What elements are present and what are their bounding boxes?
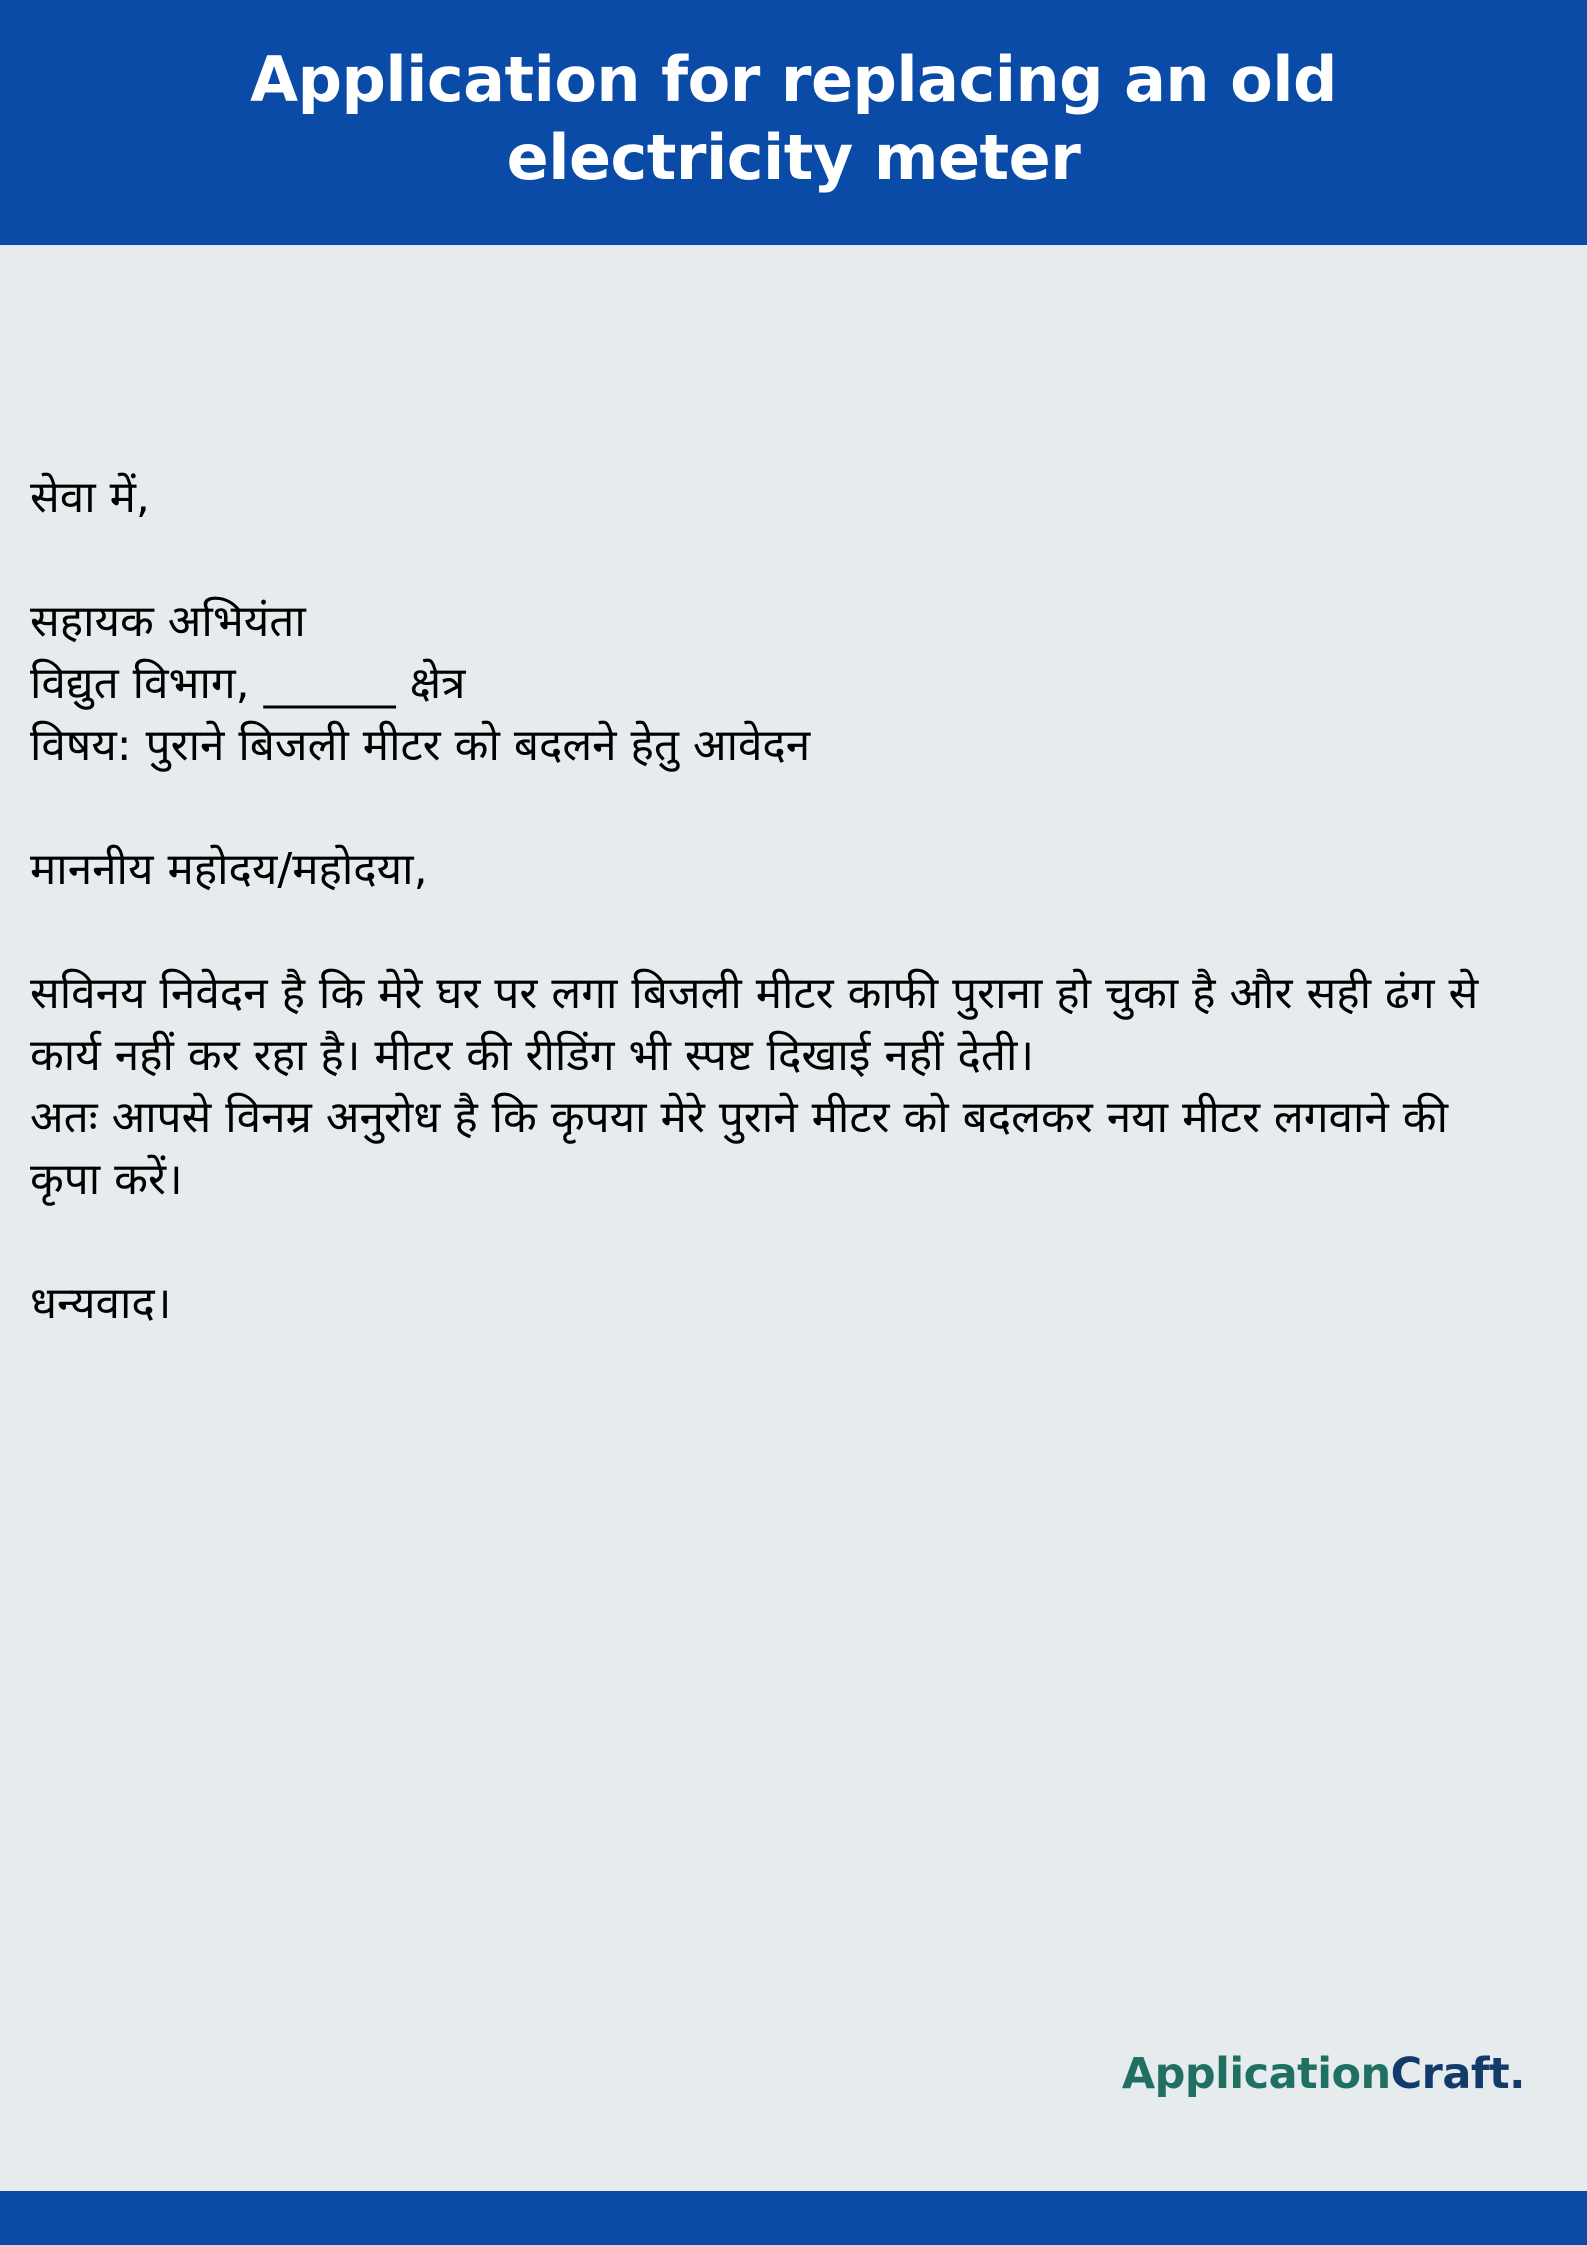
document-footer-bar <box>0 2191 1587 2245</box>
logo-secondary-text: Craft. <box>1390 2049 1525 2099</box>
letter-content <box>30 467 1557 1335</box>
applicationcraft-logo <box>1122 2049 1525 2099</box>
page-title: Application for replacing an old electricity meter <box>250 43 1337 194</box>
spacer-1 <box>30 529 1557 591</box>
logo-primary-text: Application <box>1121 2049 1391 2099</box>
spacer-2 <box>30 777 1557 839</box>
letter-greeting: माननीय महोदय/महोदया, <box>30 844 428 895</box>
letter-body-paragraph-2: अतः आपसे विनम्र अनुरोध है कि कृपया मेरे पुराने मीटर को बदलकर नया मीटर लगवाने की कृपा करें। <box>30 1092 1448 1205</box>
spacer-4 <box>30 1211 1557 1273</box>
spacer-3 <box>30 901 1557 963</box>
letter-subject-line: विषय: पुराने बिजली मीटर को बदलने हेतु आवेदन <box>30 720 811 771</box>
document-body <box>0 245 1587 2191</box>
letter-body-paragraph-1: सविनय निवेदन है कि मेरे घर पर लगा बिजली मीटर काफी पुराना हो चुका है और सही ढंग से कार्य नहीं कर रहा है। मीटर की रीडिंग भी स्पष्ट दिखाई नहीं देती। <box>30 968 1479 1081</box>
letter-addressee-line-1: सहायक अभियंता <box>30 596 306 647</box>
letter-addressee-line-2: विद्युत विभाग, ______ क्षेत्र <box>30 658 466 709</box>
letter-closing: धन्यवाद। <box>30 1278 172 1329</box>
letter-salutation-to: सेवा में, <box>30 472 150 523</box>
document-header <box>0 0 1587 245</box>
